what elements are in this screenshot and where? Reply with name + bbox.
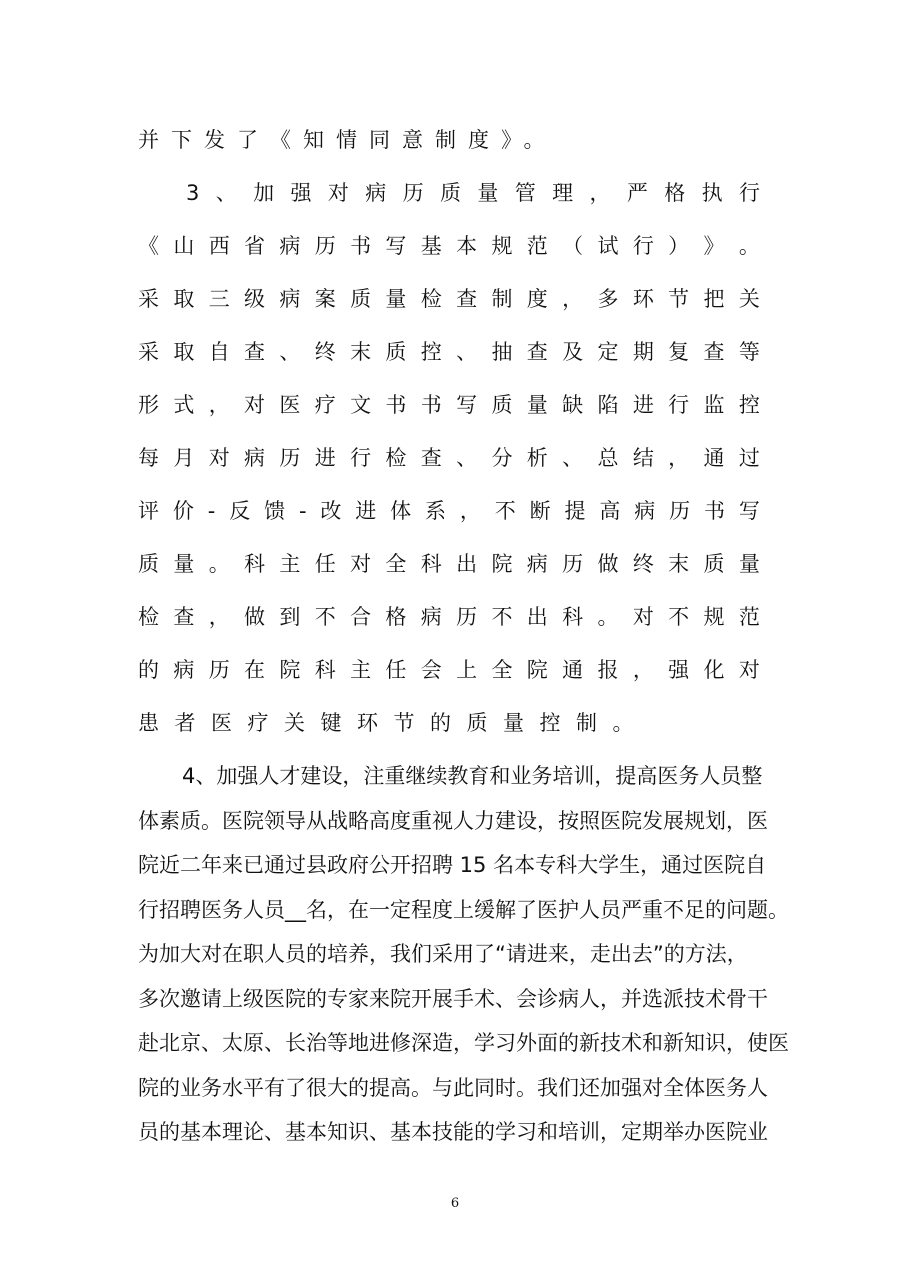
text-char: 节 — [668, 287, 690, 311]
text-char: 省 — [244, 234, 266, 258]
text-char: 主 — [350, 658, 372, 682]
text-char: 写 — [385, 234, 407, 258]
text-char: 断 — [529, 499, 551, 523]
text-line: 院的业务水平有了很大的提高。与此同时。我们还加强对全体医务人 — [138, 1075, 768, 1100]
text-char: 查 — [703, 340, 725, 364]
text-char: 取 — [173, 340, 195, 364]
text-char: 对 — [327, 181, 349, 205]
text-char: 病 — [365, 181, 387, 205]
text-char: 科 — [420, 552, 442, 576]
text-char: 科 — [314, 658, 336, 682]
text-char: 历 — [669, 499, 691, 523]
text-char: 写 — [456, 393, 478, 417]
text-char: 疗 — [314, 393, 336, 417]
text-char: 馈 — [264, 499, 286, 523]
text-char: 医 — [279, 393, 301, 417]
text-char: 不 — [491, 605, 513, 629]
text-char: 病 — [279, 234, 301, 258]
text-line: 员的基本理论、基本知识、基本技能的学习和培训，定期举办医院业 — [138, 1120, 768, 1144]
text-char: 改 — [320, 499, 342, 523]
text-char: 、 — [456, 340, 478, 364]
text-char: 科 — [244, 552, 266, 576]
text-char: 到 — [279, 605, 301, 629]
text-char: 查 — [244, 340, 266, 364]
text-char: 查 — [456, 287, 478, 311]
text-char: 量 — [738, 552, 760, 576]
text-char: 三 — [208, 287, 230, 311]
text-char: 对 — [244, 393, 266, 417]
text-char: ， — [459, 499, 481, 523]
text-char: 对 — [738, 658, 760, 682]
text-char: 体 — [390, 499, 412, 523]
text-char: 终 — [632, 552, 654, 576]
text-char: 。 — [208, 552, 230, 576]
text-char: 不 — [668, 605, 690, 629]
text-char: 控 — [420, 340, 442, 364]
text-line: 行招聘医务人员__名，在一定程度上缓解了医护人员严重不足的问题。 — [138, 897, 789, 922]
text-char: ， — [208, 605, 230, 629]
text-char: 通 — [703, 446, 725, 470]
text-char: 结 — [632, 446, 654, 470]
text-char: 复 — [668, 340, 690, 364]
text-char: 、 — [456, 446, 478, 470]
text-char: 检 — [138, 605, 159, 629]
text-char: 病 — [526, 552, 548, 576]
text-char: 历 — [208, 658, 230, 682]
text-char: ， — [589, 181, 611, 205]
text-char: 历 — [402, 181, 424, 205]
text-line — [138, 284, 760, 314]
text-char: 进 — [632, 393, 654, 417]
text-char: 、 — [279, 340, 301, 364]
text-char: 式 — [173, 393, 195, 417]
text-line — [138, 337, 760, 367]
text-char: 析 — [526, 446, 548, 470]
text-char: 书 — [385, 393, 407, 417]
text-char: 。 — [597, 605, 619, 629]
text-char: 查 — [173, 605, 195, 629]
text-char: 量 — [173, 552, 195, 576]
text-char: ， — [668, 446, 690, 470]
text-char: ） — [668, 234, 690, 258]
text-char: 病 — [634, 499, 656, 523]
text-char: 环 — [632, 287, 654, 311]
text-char: 质 — [703, 552, 725, 576]
text-char: 出 — [456, 552, 478, 576]
text-char: 过 — [738, 446, 760, 470]
text-char: 试 — [597, 234, 619, 258]
text-char: 历 — [456, 605, 478, 629]
text-char: 院 — [491, 552, 513, 576]
text-char: 陷 — [597, 393, 619, 417]
text-char: ， — [208, 393, 230, 417]
text-char: 不 — [314, 605, 336, 629]
text-char: 评 — [138, 499, 159, 523]
text-char: 关 — [738, 287, 760, 311]
text-char: 全 — [385, 552, 407, 576]
text-char: 自 — [208, 340, 230, 364]
text-char: 提 — [564, 499, 586, 523]
text-char: 任 — [385, 658, 407, 682]
text-char: 形 — [138, 393, 159, 417]
text-char: 在 — [244, 658, 266, 682]
text-char: 严 — [626, 181, 648, 205]
text-char: 采 — [138, 287, 159, 311]
text-char: - — [298, 499, 307, 523]
text-char: 末 — [668, 552, 690, 576]
text-char: 全 — [491, 658, 513, 682]
text-char: 范 — [526, 234, 548, 258]
text-char: 期 — [632, 340, 654, 364]
text-line — [186, 178, 760, 208]
text-line — [138, 443, 760, 473]
text-char: 质 — [138, 552, 159, 576]
text-char: 多 — [597, 287, 619, 311]
text-char: 、 — [215, 181, 237, 205]
text-char: 量 — [526, 393, 548, 417]
text-char: 采 — [138, 340, 159, 364]
text-char: 控 — [738, 393, 760, 417]
text-char: 管 — [514, 181, 536, 205]
text-char: 做 — [244, 605, 266, 629]
text-char: 案 — [314, 287, 336, 311]
text-char: 价 — [172, 499, 194, 523]
text-char: 写 — [738, 499, 760, 523]
text-char: 取 — [173, 287, 195, 311]
text-char: 度 — [526, 287, 548, 311]
text-char: 质 — [440, 181, 461, 205]
text-char: 缺 — [562, 393, 584, 417]
text-char: 等 — [738, 340, 760, 364]
text-char: 对 — [350, 552, 372, 576]
text-line — [138, 496, 760, 526]
text-char: 及 — [562, 340, 584, 364]
text-char: 制 — [491, 287, 513, 311]
text-char: 规 — [703, 605, 725, 629]
text-char: 检 — [385, 446, 407, 470]
text-char: 院 — [279, 658, 301, 682]
text-char: 合 — [350, 605, 372, 629]
text-char: 理 — [552, 181, 574, 205]
text-char: 《 — [138, 234, 159, 258]
text-char: 强 — [668, 658, 690, 682]
text-char: 》 — [703, 234, 725, 258]
text-char: 不 — [494, 499, 516, 523]
text-char: 反 — [229, 499, 251, 523]
text-char: ， — [562, 287, 584, 311]
text-char: 行 — [739, 181, 760, 205]
text-char: 历 — [314, 234, 336, 258]
text-char: 质 — [491, 393, 513, 417]
text-char: 末 — [350, 340, 372, 364]
text-char: 对 — [632, 605, 654, 629]
text-line: 并下发了《知情同意制度》。 — [138, 128, 557, 152]
page-number: 6 — [450, 1196, 460, 1211]
text-char: 查 — [420, 446, 442, 470]
text-char: 任 — [314, 552, 336, 576]
text-char: 进 — [314, 446, 336, 470]
text-char: 病 — [173, 658, 195, 682]
text-line: 体素质。医院领导从战略高度重视人力建设，按照医院发展规划，医 — [138, 808, 768, 833]
text-char: 行 — [668, 393, 690, 417]
text-char: 书 — [350, 234, 372, 258]
text-char: 上 — [456, 658, 478, 682]
text-char: 量 — [477, 181, 499, 205]
text-char: 主 — [279, 552, 301, 576]
text-char: 每 — [138, 446, 159, 470]
text-char: 抽 — [491, 340, 513, 364]
text-char: 书 — [420, 393, 442, 417]
text-char: 级 — [244, 287, 266, 311]
text-char: 总 — [597, 446, 619, 470]
text-char: 高 — [599, 499, 621, 523]
text-line: 院近二年来已通过县政府公开招聘 15 名本专科大学生，通过医院自 — [138, 853, 767, 877]
text-char: 本 — [456, 234, 478, 258]
text-char: 。 — [738, 234, 760, 258]
text-char: 查 — [526, 340, 548, 364]
text-char: 格 — [385, 605, 407, 629]
text-line: 患者医疗关键环节的质量控制。 — [138, 711, 649, 735]
text-char: 检 — [420, 287, 442, 311]
text-char: 会 — [420, 658, 442, 682]
text-char: 终 — [314, 340, 336, 364]
text-char: - — [207, 499, 216, 523]
text-char: 历 — [562, 552, 584, 576]
text-char: 书 — [704, 499, 726, 523]
paragraph — [138, 754, 788, 1155]
text-char: 质 — [385, 340, 407, 364]
text-char: 3 — [186, 181, 200, 205]
text-char: 执 — [701, 181, 723, 205]
text-char: 病 — [244, 446, 266, 470]
text-char: 院 — [526, 658, 548, 682]
text-line — [138, 549, 760, 579]
text-char: 的 — [138, 658, 159, 682]
text-char: 定 — [597, 340, 619, 364]
text-char: 科 — [562, 605, 584, 629]
text-char: 量 — [385, 287, 407, 311]
text-char: 范 — [738, 605, 760, 629]
text-char: 西 — [208, 234, 230, 258]
text-char: 强 — [290, 181, 312, 205]
text-char: 、 — [562, 446, 584, 470]
text-char: 基 — [420, 234, 442, 258]
text-char: 行 — [632, 234, 654, 258]
text-char: 做 — [597, 552, 619, 576]
text-char: （ — [562, 234, 584, 258]
text-line: 多次邀请上级医院的专家来院开展手术、会诊病人，并选派技术骨干 — [138, 986, 768, 1011]
text-line: 赴北京、太原、长治等地进修深造，学习外面的新技术和新知识，使医 — [138, 1031, 789, 1055]
text-line: 为加大对在职人员的培养，我们采用了“请进来，走出去”的方法， — [138, 942, 748, 966]
text-char: 质 — [350, 287, 372, 311]
text-char: 通 — [562, 658, 584, 682]
text-char: 病 — [420, 605, 442, 629]
text-line — [138, 655, 760, 685]
text-char: 化 — [703, 658, 725, 682]
text-char: 系 — [425, 499, 447, 523]
text-line — [138, 602, 760, 632]
text-char: 病 — [279, 287, 301, 311]
text-char: 规 — [491, 234, 513, 258]
text-char: 进 — [355, 499, 377, 523]
text-char: 行 — [350, 446, 372, 470]
text-char: 对 — [208, 446, 230, 470]
text-char: 出 — [526, 605, 548, 629]
text-char: 文 — [350, 393, 372, 417]
text-char: ， — [632, 658, 654, 682]
text-line — [138, 390, 760, 420]
text-char: 月 — [173, 446, 195, 470]
text-char: 监 — [703, 393, 725, 417]
text-char: 历 — [279, 446, 301, 470]
text-line: 4、加强人才建设，注重继续教育和业务培训，提高医务人员整 — [182, 764, 763, 788]
text-char: 格 — [664, 181, 686, 205]
text-char: 报 — [597, 658, 619, 682]
text-char: 山 — [173, 234, 195, 258]
text-line — [138, 231, 760, 261]
text-char: 分 — [491, 446, 513, 470]
text-char: 加 — [253, 181, 275, 205]
text-char: 把 — [703, 287, 725, 311]
